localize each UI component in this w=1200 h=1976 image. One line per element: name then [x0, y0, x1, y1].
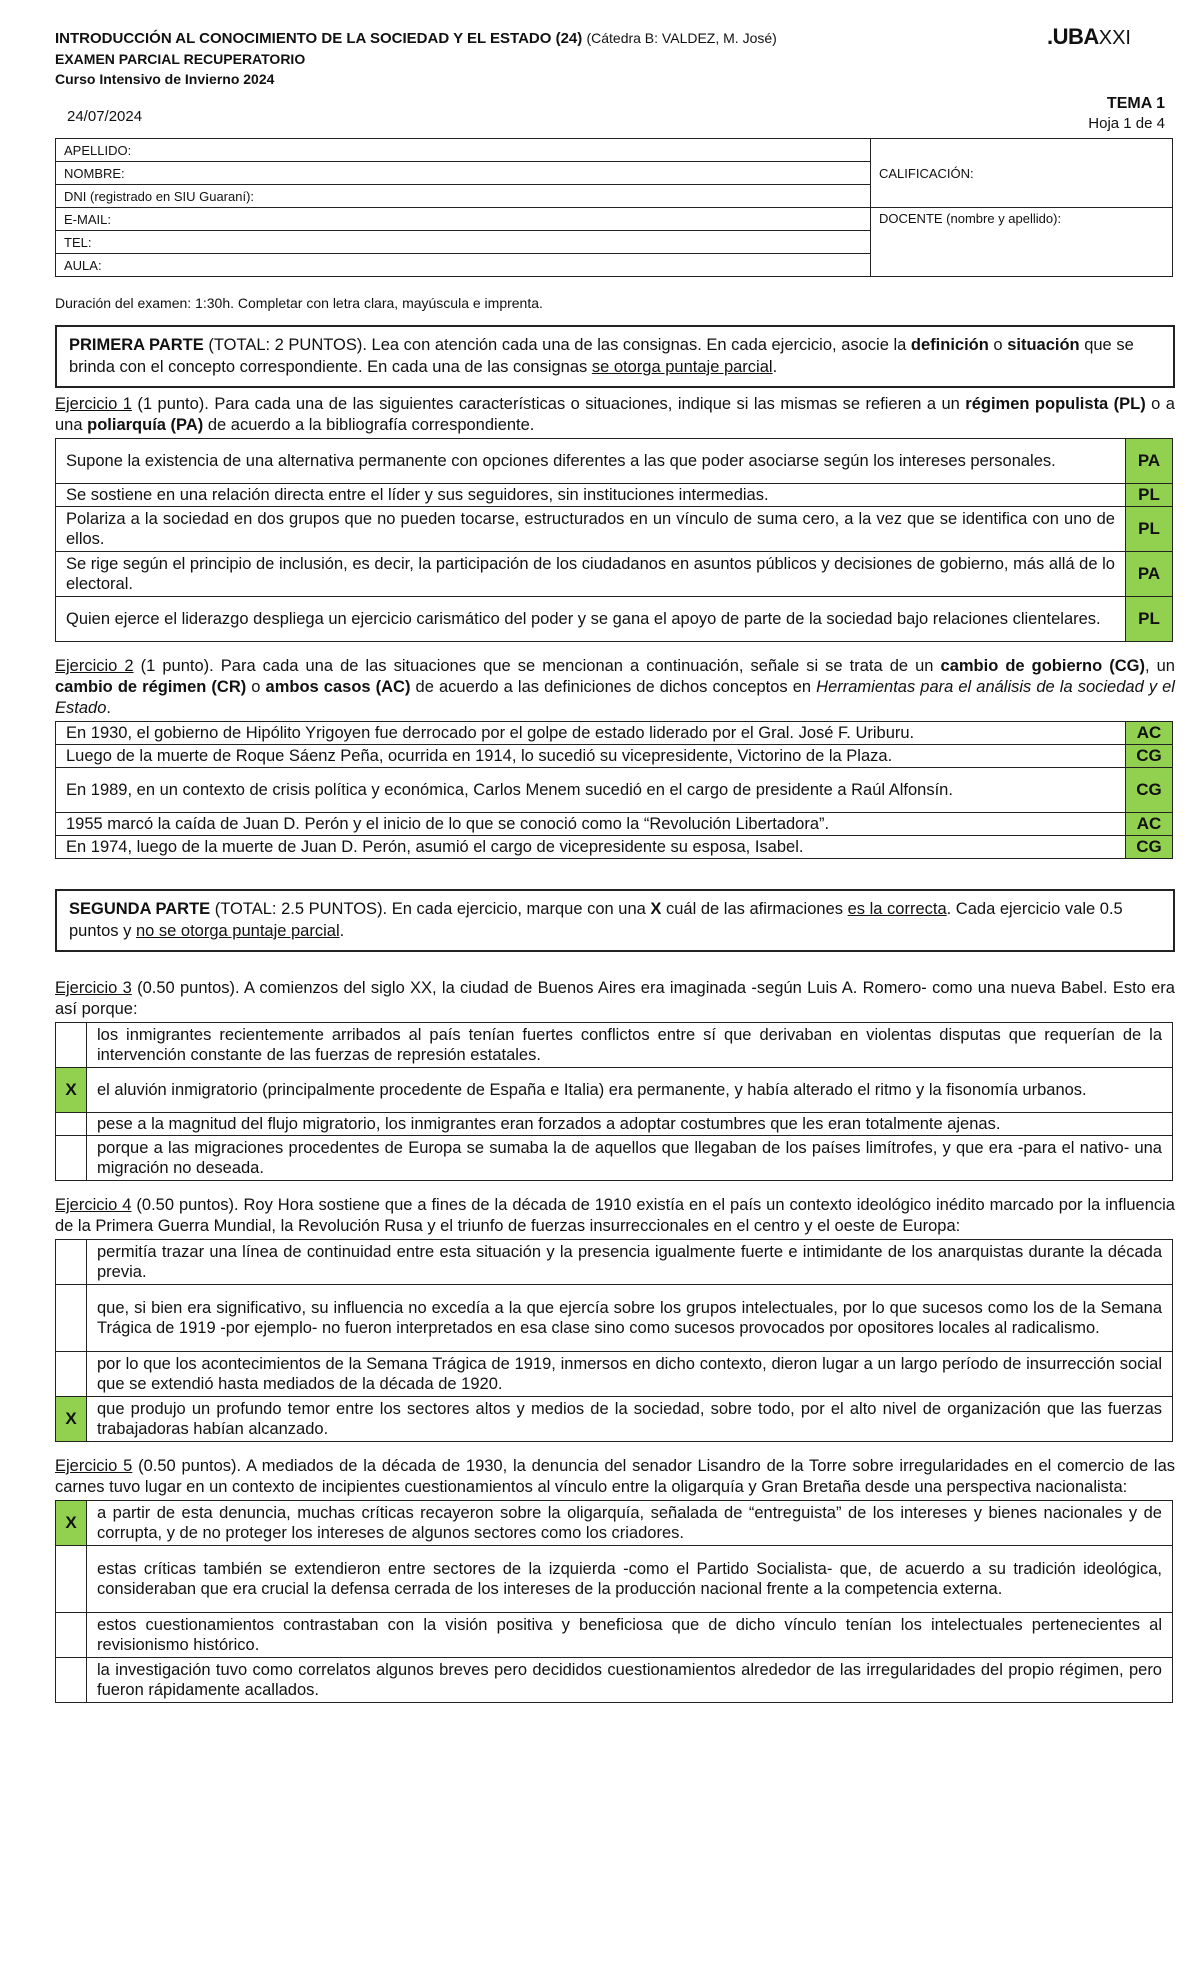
exercise-3-prompt: Ejercicio 3 (0.50 puntos). A comienzos del siglo XX, la ciudad de Buenos Aires era imaginada -según Luis A. Romero- como una nueva Babel. Esto era así porque: [55, 979, 1175, 1018]
exam-duration: Duración del examen: 1:30h. Completar con letra clara, mayúscula e imprenta. [55, 295, 543, 311]
page-count: Hoja 1 de 4 [1088, 115, 1165, 132]
answer-cell[interactable]: AC [1126, 813, 1173, 836]
row-text: Se sostiene en una relación directa entre el líder y sus seguidores, sin instituciones intermedias. [56, 484, 1126, 507]
row-text: En 1930, el gobierno de Hipólito Yrigoyen fue derrocado por el golpe de estado liderado por el Gral. José F. Uriburu. [56, 722, 1126, 745]
table-row [56, 597, 1173, 642]
option-row [56, 1068, 1173, 1113]
option-text: pese a la magnitud del flujo migratorio, los inmigrantes eran forzados a adoptar costumbres que les eran totalmente ajenas. [87, 1113, 1173, 1136]
exercise-3-options [55, 1022, 1173, 1181]
option-checkbox[interactable] [56, 1240, 87, 1285]
exercise-4-options [55, 1239, 1173, 1442]
answer-cell[interactable]: AC [1126, 722, 1173, 745]
course-title-line [55, 28, 1175, 49]
answer-cell[interactable]: PL [1126, 507, 1173, 552]
row-text: Supone la existencia de una alternativa permanente con opciones diferentes a las que poder asociarse según los intereses personales. [56, 439, 1126, 484]
option-checkbox[interactable] [56, 1658, 87, 1703]
exam-header [55, 24, 1175, 138]
answer-cell[interactable]: PA [1126, 439, 1173, 484]
answer-cell[interactable]: PA [1126, 552, 1173, 597]
exercise-5-options [55, 1500, 1173, 1703]
email-field[interactable]: E-MAIL: [56, 208, 871, 231]
answer-cell[interactable]: PL [1126, 597, 1173, 642]
row-text: Se rige según el principio de inclusión, es decir, la participación de los ciudadanos en asuntos públicos y decisiones de gobierno, más allá de lo electoral. [56, 552, 1126, 597]
table-row [56, 836, 1173, 859]
option-row [56, 1113, 1173, 1136]
option-checkbox[interactable] [56, 1352, 87, 1397]
option-row [56, 1285, 1173, 1352]
catedra: (Cátedra B: VALDEZ, M. José) [586, 30, 777, 46]
row-text: 1955 marcó la caída de Juan D. Perón y el inicio de lo que se conoció como la “Revolución Libertadora”. [56, 813, 1126, 836]
table-row [56, 768, 1173, 813]
course-period: Curso Intensivo de Invierno 2024 [55, 71, 275, 87]
option-checkbox[interactable] [56, 1546, 87, 1613]
option-text: estos cuestionamientos contrastaban con la visión positiva y beneficiosa que de dicho vínculo tenían los intelectuales pertenecientes al revisionismo histórico. [87, 1613, 1173, 1658]
nombre-field[interactable]: NOMBRE: [56, 162, 871, 185]
row-text: Luego de la muerte de Roque Sáenz Peña, ocurrida en 1914, lo sucedió su vicepresidente, Victorino de la Plaza. [56, 745, 1126, 768]
tema-number: TEMA 1 [1106, 95, 1165, 112]
row-text: En 1974, luego de la muerte de Juan D. Perón, asumió el cargo de vicepresidente su esposa, Isabel. [56, 836, 1126, 859]
table-row [56, 484, 1173, 507]
calificacion-field[interactable]: CALIFICACIÓN: [871, 139, 1173, 208]
table-row [56, 745, 1173, 768]
part1-instructions: PRIMERA PARTE (TOTAL: 2 PUNTOS). Lea con atención cada una de las consignas. En cada ejercicio, asocie la definición o situación que se brinda con el concepto correspondiente. En cada una de las consignas se otorga puntaje parcial. [55, 325, 1175, 388]
uba-xxi-logo: .UBAXXI [1046, 24, 1131, 49]
option-checkbox[interactable] [56, 1136, 87, 1181]
aula-field[interactable]: AULA: [56, 254, 871, 277]
apellido-field[interactable]: APELLIDO: [56, 139, 871, 162]
option-row [56, 1352, 1173, 1397]
table-row [56, 439, 1173, 484]
table-row [56, 722, 1173, 745]
option-row [56, 1613, 1173, 1658]
exercise-4-prompt: Ejercicio 4 (0.50 puntos). Roy Hora sostiene que a fines de la década de 1910 existía en el país un contexto ideológico inédito marcado por la influencia de la Primera Guerra Mundial, la Revolución Rusa y el triunfo de fuerzas insurreccionales en el centro y el oeste de Europa: [55, 1196, 1175, 1235]
option-text: la investigación tuvo como correlatos algunos breves pero decididos cuestionamientos alrededor de las irregularidades del propio régimen, pero fueron rápidamente acallados. [87, 1658, 1173, 1703]
option-checkbox[interactable]: X [56, 1501, 87, 1546]
option-text: que, si bien era significativo, su influencia no excedía a la que ejercía sobre los grupos intelectuales, por lo que sucesos como los de la Semana Trágica de 1919 -por ejemplo- no fueron interpretados en esa clase sino como sucesos provocados por opositores locales al radicalismo. [87, 1285, 1173, 1352]
option-row [56, 1501, 1173, 1546]
answer-cell[interactable]: CG [1126, 745, 1173, 768]
exercise-1-table [55, 438, 1173, 642]
option-checkbox[interactable]: X [56, 1397, 87, 1442]
option-row [56, 1136, 1173, 1181]
dni-field[interactable]: DNI (registrado en SIU Guaraní): [56, 185, 871, 208]
answer-cell[interactable]: PL [1126, 484, 1173, 507]
option-checkbox[interactable]: X [56, 1068, 87, 1113]
answer-cell[interactable]: CG [1126, 768, 1173, 813]
course-title: INTRODUCCIÓN AL CONOCIMIENTO DE LA SOCIEDAD Y EL ESTADO (24) [55, 30, 583, 47]
option-text: los inmigrantes recientemente arribados al país tenían fuertes conflictos entre sí que derivaban en violentas disputas que requerían de la intervención constante de las fuerzas de represión estatales. [87, 1023, 1173, 1068]
option-checkbox[interactable] [56, 1023, 87, 1068]
exercise-1-prompt: Ejercicio 1 (1 punto). Para cada una de las siguientes características o situaciones, indique si las mismas se refieren a un régimen populista (PL) o a una poliarquía (PA) de acuerdo a la bibliografía correspondiente. [55, 395, 1175, 434]
exercise-2-prompt: Ejercicio 2 (1 punto). Para cada una de las situaciones que se mencionan a continuación, señale si se trata de un cambio de gobierno (CG), un cambio de régimen (CR) o ambos casos (AC) de acuerdo a las definiciones de dichos conceptos en Herramientas para el análisis de la sociedad y el Estado. [55, 657, 1175, 717]
option-checkbox[interactable] [56, 1285, 87, 1352]
option-row [56, 1240, 1173, 1285]
docente-field[interactable]: DOCENTE (nombre y apellido): [871, 208, 1173, 277]
option-row [56, 1546, 1173, 1613]
option-row [56, 1023, 1173, 1068]
table-row [56, 813, 1173, 836]
option-text: el aluvión inmigratorio (principalmente procedente de España e Italia) era permanente, y había alterado el ritmo y la fisonomía urbanos. [87, 1068, 1173, 1113]
option-text: permitía trazar una línea de continuidad entre esta situación y la presencia igualmente fuerte e intimidante de los anarquistas durante la década previa. [87, 1240, 1173, 1285]
option-text: que produjo un profundo temor entre los sectores altos y medios de la sociedad, sobre todo, por el alto nivel de organización que las fuerzas trabajadoras habían alcanzado. [87, 1397, 1173, 1442]
option-checkbox[interactable] [56, 1613, 87, 1658]
option-text: estas críticas también se extendieron entre sectores de la izquierda -como el Partido Socialista- que, de acuerdo a su tradición ideológica, consideraban que era crucial la defensa cerrada de los intereses de la producción nacional frente a la competencia externa. [87, 1546, 1173, 1613]
option-row [56, 1658, 1173, 1703]
exercise-5-prompt: Ejercicio 5 (0.50 puntos). A mediados de la década de 1930, la denuncia del senador Lisandro de la Torre sobre irregularidades en el comercio de las carnes tuvo lugar en un contexto de incipientes cuestionamientos al vínculo entre la oligarquía y Gran Bretaña desde una perspectiva nacionalista: [55, 1457, 1175, 1496]
exam-date: 24/07/2024 [67, 108, 143, 125]
option-text: a partir de esta denuncia, muchas críticas recayeron sobre la oligarquía, señalada de “entreguista” de los intereses y bienes nacionales y de corrupta, y de no proteger los intereses de algunos sectores como los criadores. [87, 1501, 1173, 1546]
option-checkbox[interactable] [56, 1113, 87, 1136]
exam-page [55, 24, 1175, 1703]
option-text: por lo que los acontecimientos de la Semana Trágica de 1919, inmersos en dicho contexto, dieron lugar a un largo período de insurrección social que se extendió hasta mediados de la década de 1920. [87, 1352, 1173, 1397]
row-text: Quien ejerce el liderazgo despliega un ejercicio carismático del poder y se gana el apoyo de parte de la sociedad bajo relaciones clientelares. [56, 597, 1126, 642]
option-text: porque a las migraciones procedentes de Europa se sumaba la de aquellos que llegaban de los países limítrofes, y que era -para el nativo- una migración no deseada. [87, 1136, 1173, 1181]
table-row [56, 552, 1173, 597]
answer-cell[interactable]: CG [1126, 836, 1173, 859]
tel-field[interactable]: TEL: [56, 231, 871, 254]
exam-type: EXAMEN PARCIAL RECUPERATORIO [55, 51, 306, 67]
table-row [56, 507, 1173, 552]
student-info-table [55, 138, 1173, 277]
part2-instructions: SEGUNDA PARTE (TOTAL: 2.5 PUNTOS). En cada ejercicio, marque con una X cuál de las afirmaciones es la correcta. Cada ejercicio vale 0.5 puntos y no se otorga puntaje parcial. [55, 889, 1175, 952]
exercise-2-table [55, 721, 1173, 859]
option-row [56, 1397, 1173, 1442]
row-text: Polariza a la sociedad en dos grupos que no pueden tocarse, estructurados en un vínculo de suma cero, a la vez que se identifica con uno de ellos. [56, 507, 1126, 552]
tema-block [1088, 94, 1165, 134]
row-text: En 1989, en un contexto de crisis política y económica, Carlos Menem sucedió en el cargo de presidente a Raúl Alfonsín. [56, 768, 1126, 813]
